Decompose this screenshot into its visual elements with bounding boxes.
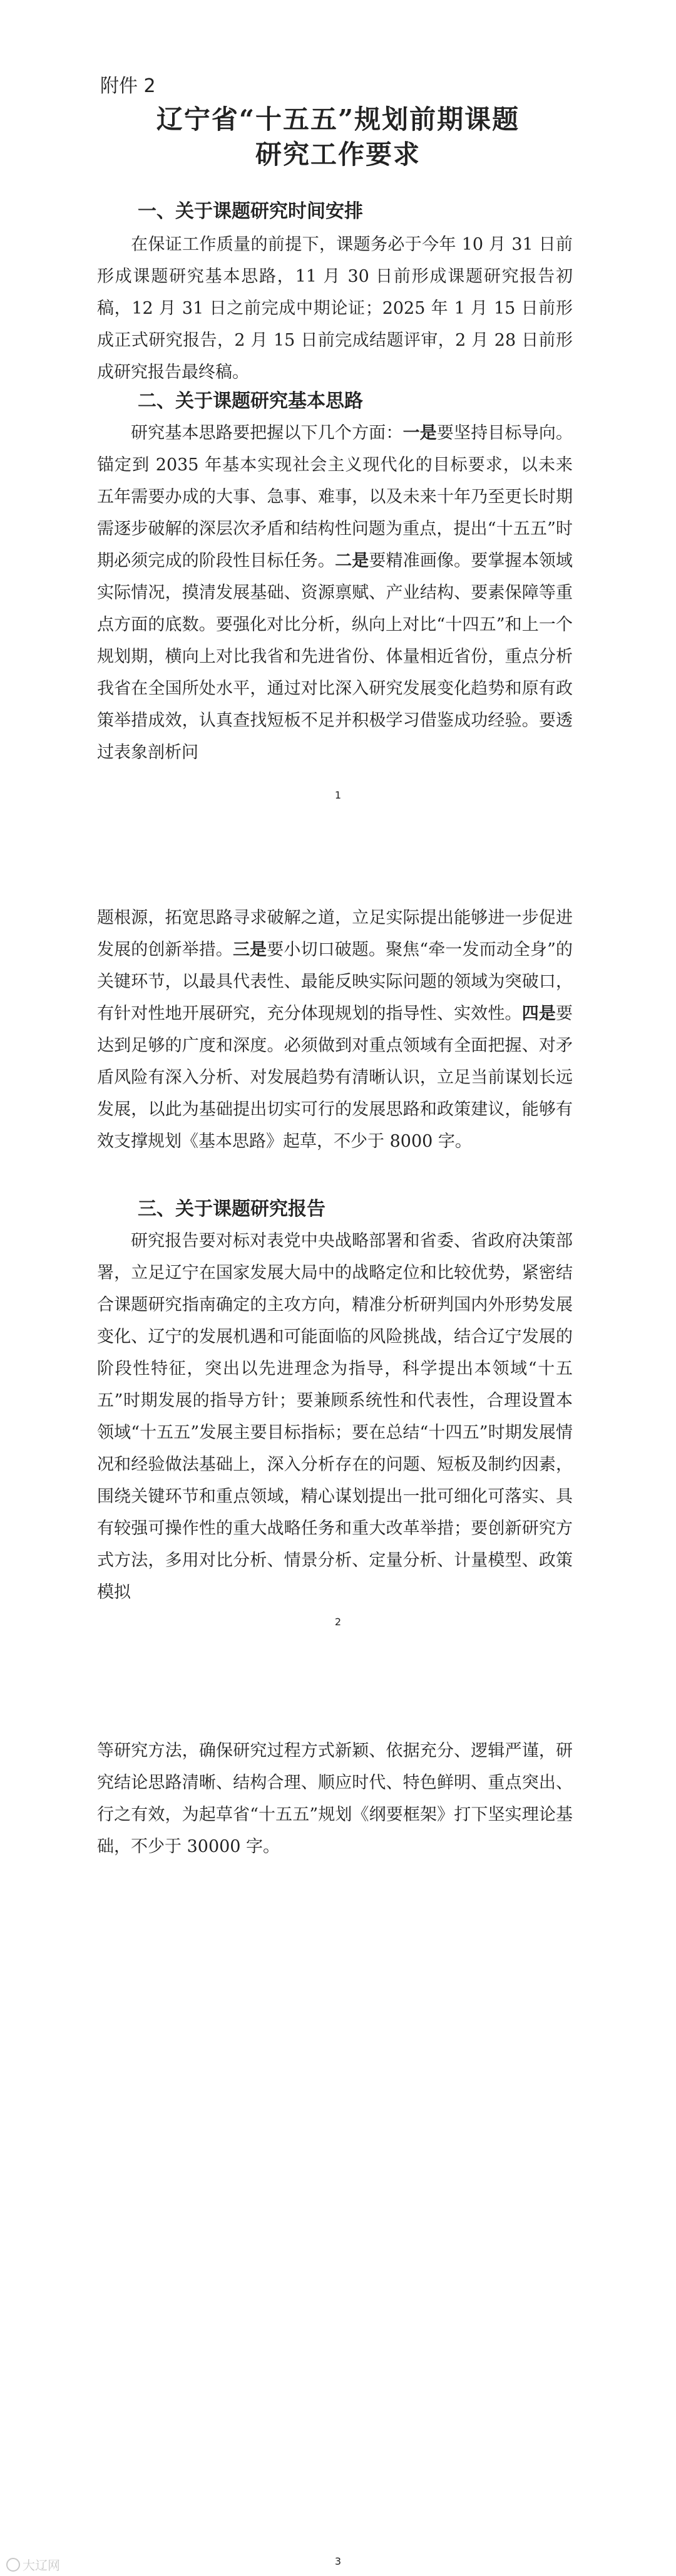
page-3 <box>0 1735 676 2576</box>
section-2-heading: 二、关于课题研究基本思路 <box>138 390 363 412</box>
watermark <box>6 2555 60 2573</box>
emphasis: 二是 <box>335 551 369 571</box>
section-1-paragraph: 在保证工作质量的前提下，课题务必于今年 10 月 31 日前形成课题研究基本思路，11 月 30 日前形成课题研究报告初稿，12 月 31 日之前完成中期论证；2025 年 1 月 15 日前形成正式研究报告，2 月 15 日前完成结题评审，2 月 28 日前形成研究报告最终稿。 <box>97 235 573 382</box>
page-number: 3 <box>334 2555 342 2567</box>
text: 要小切口破题。聚焦“牵一发而动全身”的关键环节，以最具代表性、最能反映实际问题的领域为突破口，有针对性地开展研究，充分体现规划的指导性、实效性。 <box>97 940 573 1023</box>
emphasis: 三是 <box>232 940 267 960</box>
emphasis: 一是 <box>402 423 437 443</box>
document-title-line-2: 研究工作要求 <box>255 139 421 170</box>
watermark-text: 大辽网 <box>23 2558 60 2573</box>
section-2-paragraph-continued <box>97 902 573 1157</box>
section-1-heading: 一、关于课题研究时间安排 <box>138 200 363 222</box>
page-1 <box>0 0 676 902</box>
attachment-label: 附件 2 <box>100 75 156 97</box>
text: 要精准画像。要掌握本领域实际情况，摸清发展基础、资源禀赋、产业结构、要素保障等重点方面的底数。要强化对比分析，纵向上对比“十四五”和上一个规划期，横向上对比我省和先进省份、体量相近省份，重点分析我省在全国所处水平，通过对比深入研究发展变化趋势和原有政策举措成效，认真查找短板不足并积极学习借鉴成功经验。要透过表象剖析问 <box>97 551 573 762</box>
page-2 <box>0 902 676 1735</box>
document-title-line-1: 辽宁省“十五五”规划前期课题 <box>156 104 520 135</box>
text: 要坚持目标导向。锚定到 2035 年基本实现社会主义现代化的目标要求，以未来五年需要办成的大事、急事、难事，以及未来十年乃至更长时期需逐步破解的深层次矛盾和结构性问题为重点，提出“十五五”时期必须完成的阶段性目标任务。 <box>97 423 573 571</box>
text: 要达到足够的广度和深度。必须做到对重点领域有全面把握、对矛盾风险有深入分析、对发展趋势有清晰认识，立足当前谋划长远发展，以此为基础提出切实可行的发展思路和政策建议，能够有效支撑规划《基本思路》起草，不少于 8000 字。 <box>97 1004 573 1151</box>
section-2-paragraph-1 <box>97 417 573 768</box>
section-3-paragraph-continued: 等研究方法，确保研究过程方式新颖、依据充分、逻辑严谨，研究结论思路清晰、结构合理、顺应时代、特色鲜明、重点突出、行之有效，为起草省“十五五”规划《纲要框架》打下坚实理论基础，不少于 30000 字。 <box>97 1741 573 1856</box>
section-3-paragraph-1: 研究报告要对标对表党中央战略部署和省委、省政府决策部署，立足辽宁在国家发展大局中的战略定位和比较优势，紧密结合课题研究指南确定的主攻方向，精准分析研判国内外形势发展变化、辽宁的发展机遇和可能面临的风险挑战，结合辽宁发展的阶段性特征，突出以先进理念为指导，科学提出本领域“十五五”时期发展的指导方针；要兼顾系统性和代表性，合理设置本领域“十五五”发展主要目标指标；要在总结“十四五”时期发展情况和经验做法基础上，深入分析存在的问题、短板及制约因素，围绕关键环节和重点领域，精心谋划提出一批可细化可落实、具有较强可操作性的重大战略任务和重大改革举措；要创新研究方式方法，多用对比分析、情景分析、定量分析、计量模型、政策模拟 <box>97 1231 573 1602</box>
text: 研究基本思路要把握以下几个方面： <box>131 423 403 443</box>
watermark-logo-icon <box>6 2558 20 2572</box>
text: 题根源，拓宽思路寻求破解之道，立足实际提出能够进一步促进发展的创新举措。 <box>97 908 573 960</box>
section-3-heading: 三、关于课题研究报告 <box>138 1198 325 1220</box>
page-number: 2 <box>334 1616 342 1628</box>
page-number: 1 <box>334 789 342 801</box>
emphasis: 四是 <box>521 1004 556 1023</box>
